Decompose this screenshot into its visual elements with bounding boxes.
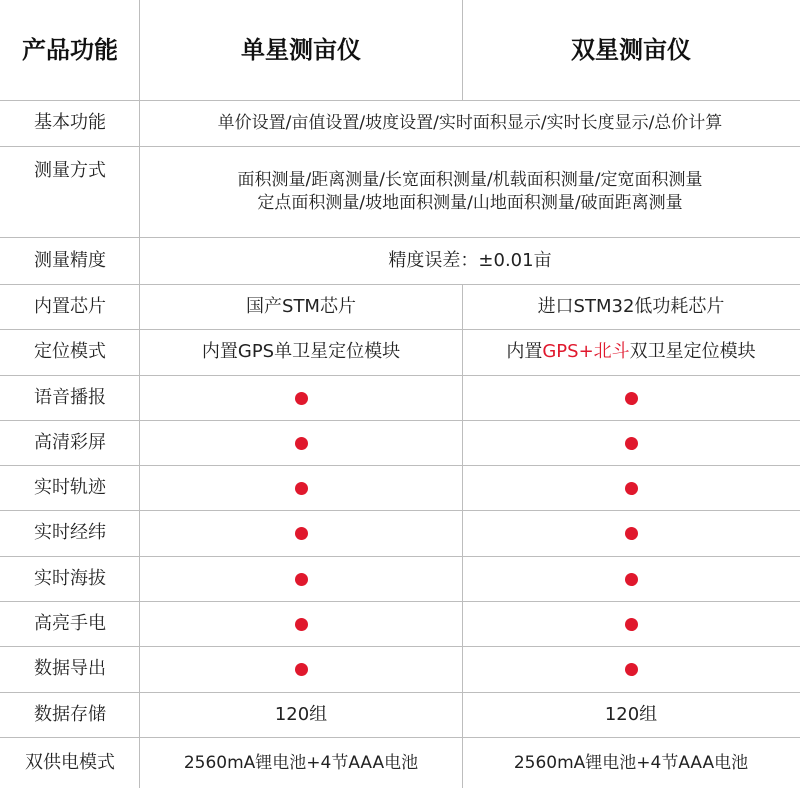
table-row (0, 376, 800, 421)
dual-positioning-prefix: 内置 (506, 341, 543, 363)
single-value (140, 511, 462, 556)
red-dot-icon (295, 618, 308, 631)
table-row (0, 693, 800, 738)
single-value (140, 376, 462, 420)
feature-label: 语音播报 (34, 386, 106, 408)
red-dot-icon (625, 527, 638, 540)
dual-value (462, 376, 800, 420)
dual-value (462, 602, 800, 646)
header-product-features: 产品功能 (22, 35, 118, 64)
red-dot-icon (295, 392, 308, 405)
red-dot-icon (295, 663, 308, 676)
feature-label: 内置芯片 (34, 295, 106, 317)
dual-value (462, 330, 800, 375)
header-dual-star-meter: 双星测亩仪 (571, 35, 691, 64)
dual-positioning-suffix: 双卫星定位模块 (629, 341, 756, 363)
table-row (0, 147, 800, 238)
red-dot-icon (625, 482, 638, 495)
feature-label: 基本功能 (34, 112, 106, 134)
table-row (0, 557, 800, 602)
table-row (0, 466, 800, 511)
red-dot-icon (625, 392, 638, 405)
table-row (0, 101, 800, 147)
table-row (0, 330, 800, 376)
table-row (0, 511, 800, 557)
single-value (140, 557, 462, 601)
measure-methods-line1: 面积测量/距离测量/长宽面积测量/机载面积测量/定宽面积测量 (237, 170, 703, 191)
table-row (0, 602, 800, 647)
dual-value: 2560mA锂电池+4节AAA电池 (513, 752, 749, 773)
single-value: 120组 (274, 703, 328, 725)
feature-value: 单价设置/亩值设置/坡度设置/实时面积显示/实时长度显示/总价计算 (217, 113, 723, 134)
dual-value: 进口STM32低功耗芯片 (537, 295, 725, 317)
dual-value (462, 466, 800, 510)
feature-label: 实时经纬 (34, 522, 106, 544)
table-row (0, 647, 800, 693)
table-row (0, 421, 800, 466)
single-value: 内置GPS单卫星定位模块 (201, 341, 401, 363)
feature-label: 数据存储 (34, 703, 106, 725)
red-dot-icon (625, 618, 638, 631)
table-row (0, 285, 800, 330)
feature-label: 高清彩屏 (34, 431, 106, 453)
dual-value: 120组 (604, 703, 658, 725)
feature-label: 定位模式 (34, 341, 106, 363)
header-single-star-meter: 单星测亩仪 (241, 35, 361, 64)
feature-label: 测量精度 (34, 249, 106, 271)
red-dot-icon (625, 663, 638, 676)
feature-label: 双供电模式 (25, 751, 115, 773)
single-value: 2560mA锂电池+4节AAA电池 (183, 752, 419, 773)
feature-label: 实时海拔 (34, 567, 106, 589)
feature-label: 数据导出 (34, 658, 106, 680)
single-value (140, 602, 462, 646)
red-dot-icon (295, 437, 308, 450)
table-row (0, 238, 800, 285)
red-dot-icon (295, 527, 308, 540)
dual-value (462, 557, 800, 601)
feature-label: 高亮手电 (34, 612, 106, 634)
single-value: 国产STM芯片 (246, 295, 356, 317)
red-dot-icon (295, 573, 308, 586)
feature-value (140, 147, 800, 237)
single-value (140, 647, 462, 692)
dual-value (462, 647, 800, 692)
red-dot-icon (625, 573, 638, 586)
red-dot-icon (625, 437, 638, 450)
red-dot-icon (295, 482, 308, 495)
table-row (0, 738, 800, 788)
feature-value: 精度误差：±0.01亩 (388, 249, 552, 271)
dual-positioning-highlight: GPS+北斗 (542, 341, 630, 363)
dual-value (462, 421, 800, 465)
single-value (140, 466, 462, 510)
feature-label: 测量方式 (34, 160, 106, 181)
feature-label: 实时轨迹 (34, 476, 106, 498)
measure-methods-line2: 定点面积测量/坡地面积测量/山地面积测量/破面距离测量 (257, 193, 683, 213)
dual-value (462, 511, 800, 556)
table-header-row (0, 0, 800, 101)
single-value (140, 421, 462, 465)
